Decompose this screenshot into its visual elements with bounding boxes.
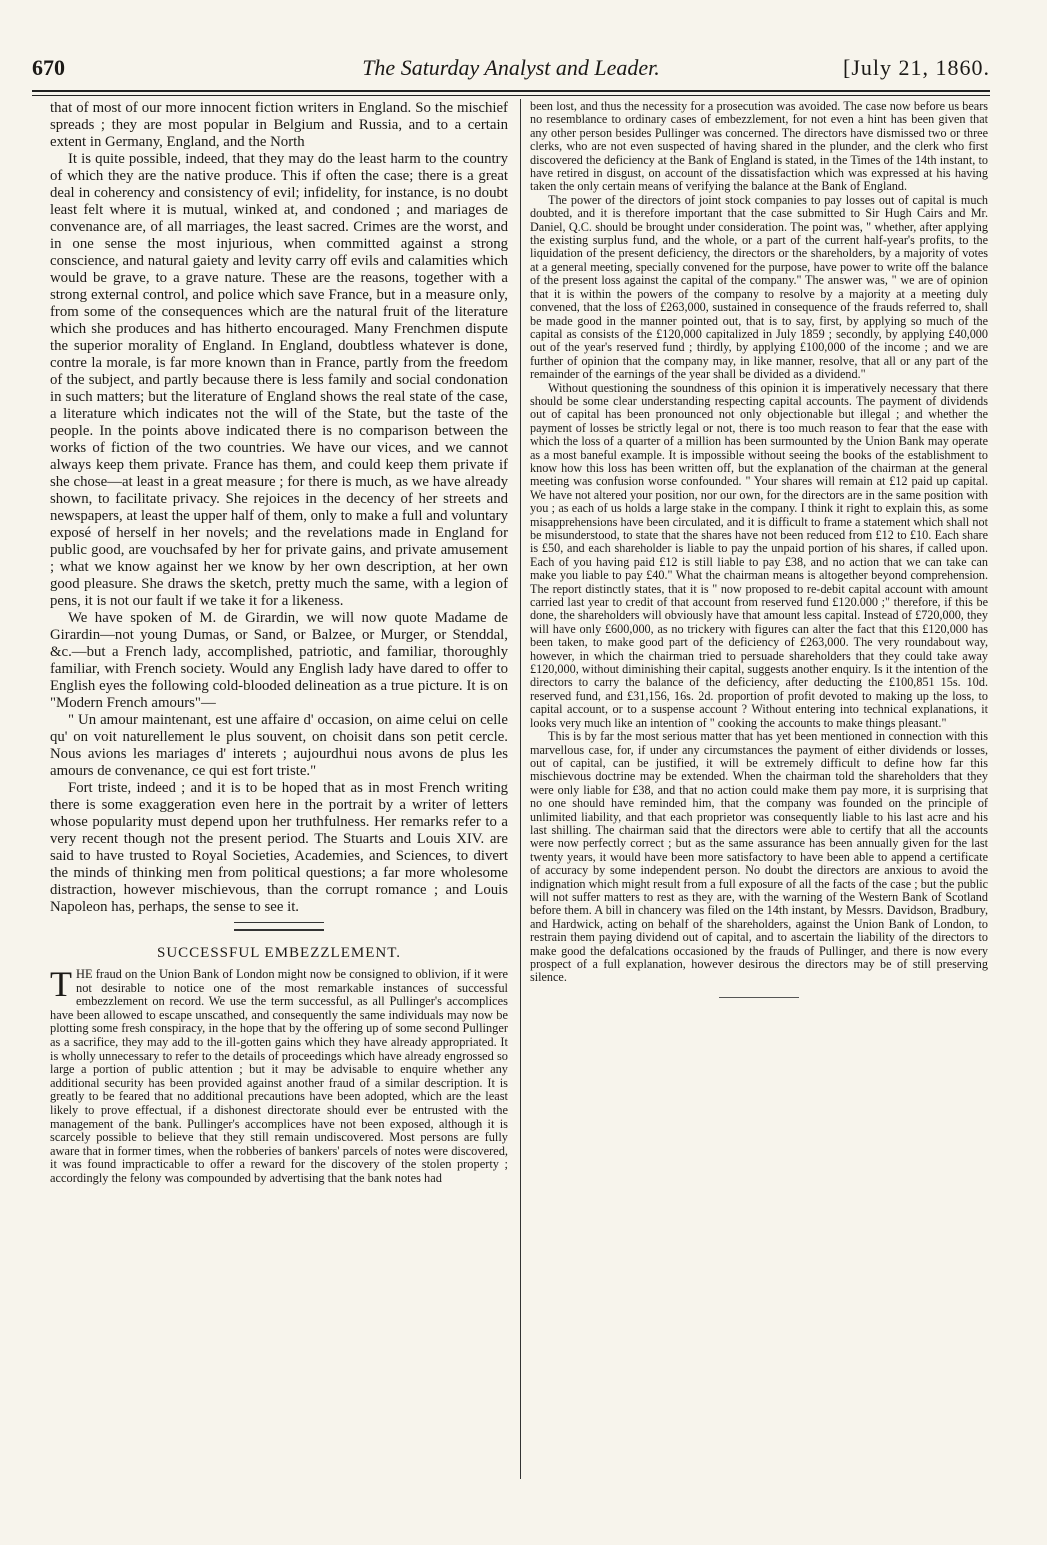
article-heading: SUCCESSFUL EMBEZZLEMENT.: [156, 945, 401, 961]
paragraph: We have spoken of M. de Girardin, we will now quote Madame de Girardin—not young Dumas, or Sand, or Balzee, or Murger, or Stenddal, &c.—but a French lady, accomplished, patriotic, and familiar, thoroughly familiar, with French society. Would any English lady have dared to offer to English eyes the following cold-blooded delineation as a true picture. It is on "Modern French amours"—: [50, 610, 508, 711]
article-opening-paragraph: [50, 964, 508, 1186]
paragraph: Without questioning the soundness of this opinion it is imperatively necessary that there should be some clear understanding respecting capital accounts. The payment of dividends out of capital has been pronounced not only objectionable but illegal ; and whether the payment of losses be strictly legal or not, there is too much reason to fear that the ease with which the loss of a quarter of a million has been surmounted by the Union Bank may operate as a most baneful example. It is impossible without seeing the books of the establishment to know how this loss has been written off, but the explanation of the chairman at the general meeting was confusion worse confounded. " Your shares will remain at £12 paid up capital. We have not altered your position, nor our own, for the directors are in the same position with you ; as each of us holds a large stake in the company. I think it right to explain this, as some misapprehensions have been circulated, and it is difficult to frame a statement which shall not be misunderstood, to state that the shares have not been reduced from £12 to £10. Each share is £50, and each shareholder is liable to pay the unpaid portion of his shares, if called upon. Each of you having paid £12 is still liable to pay £38, and no action that we can take can make you liable to pay £40." What the chairman means is altogether beyond comprehension. The report distinctly states, that it is " now proposed to re-debit capital account with amount carried last year to credit of that account from reserved fund £120.000 ;" therefore, if this be done, the shareholders will obviously have that amount less capital. Instead of £720,000, they will have only £600,000, as no trickery with figures can alter the fact that this £120,000 has been taken, to make good part of the deficiency of £263,000. The very roundabout way, however, in which the chairman tried to persuade shareholders that they could take away £120,000, without diminishing their capital, suggests another enquiry. Is it the intention of the directors to carry the balance of the deficiency, after deducting the £100,851 15s. 10d. reserved fund, and £31,156, 16s. 2d. proportion of profit devoted to making up the loss, to capital account, or to a suspense account ? Without entering into technical explanations, it looks very much like an intention of " cooking the accounts to make things pleasant.": [530, 380, 988, 730]
paragraph: been lost, and thus the necessity for a prosecution was avoided. The case now before us bears no resemblance to ordinary cases of embezzlement, for not even a hint has been given that any other person besides Pullinger was concerned. The directors have dismissed two or three clerks, who are not even suspected of having shared in the plunder, and the clerk who first discovered the deficiency at the Bank of England is stated, in the Times of the 14th instant, to have retired in disgust, on account of the dissatisfaction which was expressed at his having taken the only certain means of verifying the balance at the Bank of England.: [530, 100, 988, 194]
right-column: [530, 100, 988, 1470]
french-quote: " Un amour maintenant, est une affaire d' occasion, on aime celui on celle qu' on voit naturellement le plus souvent, on choisit dans son petit cercle. Nous avions les mariages d' interets ; aujourdhui nous avons de plus les amours de convenance, ce qui est fort triste.": [50, 712, 508, 779]
paragraph: This is by far the most serious matter that has yet been mentioned in connection with this marvellous case, for, if under any circumstances the payment of either dividends or losses, out of capital, can be justified, it will be extremely difficult to define how far this mischievous doctrine may be extended. When the chairman told the shareholders that they were only liable for £38, and that no action could make them pay more, it is surprising that no one should have reminded him, that the company was founded on the principle of unlimited liability, and that each proprietor was consequently liable to his last acre and his last shilling. The chairman said that the directors were able to certify that all the accounts were now perfectly correct ; but as the same assurance has been annually given for the last twenty years, it would have been more satisfactory to have been able to append a certificate of accuracy by some independent person. No doubt the directors are anxious to avoid the indignation which might result from a full exposure of all the facts of the case ; but the public will not suffer matters to rest as they are, with the warning of the Western Bank of Scotland before them. A bill in chancery was filed on the 14th instant, by Messrs. Davidson, Bradbury, and Hardwick, acting on behalf of the shareholders, against the Union Bank of London, to restrain them paying dividend out of capital, and to ascertain the liability of the directors to make good the defalcations occasioned by the frauds of Pullinger, and there is now every prospect of a full explanation, however desirous the directors may be of still preserving silence.: [530, 729, 988, 985]
page-number: 670: [32, 55, 65, 80]
drop-cap: T: [50, 964, 72, 1004]
issue-date: [July 21, 1860.: [843, 55, 990, 80]
paragraph: that of most of our more innocent fiction writers in England. So the mischief spreads ; they are most popular in Belgium and Russia, and to a certain extent in Germany, England, and the North: [50, 100, 508, 150]
paragraph: It is quite possible, indeed, that they may do the least harm to the country of which they are the native produce. This if often the case; there is a great deal in coherency and consistency of evil; infidelity, for instance, is no doubt least felt where it is mutual, winked at, and condoned ; and mariages de convenance are, of all marriages, the least sacred. Crimes are the worst, and in one sense the most injurious, when committed against a strong conscience, and natural gaiety and levity carry off evils and calamities which would be grave, to a grave nature. These are the reasons, together with a strong external control, and police which save France, but in a measure only, from some of the consequences which are the natural fruit of the literature which she produces and has hitherto encouraged. Many Frenchmen dispute the superior morality of England. In England, doubtless whatever is done, contre la morale, is far more known than in France, partly from the freedom of the subject, and partly because there is less family and social condonation in such matters; but the literature of England shows the real state of the case, a literature which indicates not the will of the State, but the taste of the people. In the points above indicated there is no comparison between the works of fiction of the two countries. We have our vices, and we cannot always keep them private. France has them, and could keep them private if she chose—at least in a great measure ; for there is much, as we have already shown, to facilitate privacy. She rejoices in the decency of her streets and newspapers, at least the upper half of them, only to make a full and voluntary exposé of herself in her novels; and the revelations made in England for public good, are vouchsafed by her for private gains, and private amusement ; what we know against her we know by her own description, at her own good pleasure. She draws the sketch, pretty much the same, with a legion of pens, it is not our fault if we take it for a likeness.: [50, 151, 508, 609]
end-rule: [719, 997, 799, 998]
publication-title: The Saturday Analyst and Leader.: [362, 55, 660, 80]
article-opening-text: HE fraud on the Union Bank of London might now be consigned to oblivion, if it were not desirable to notice one of the most remarkable instances of successful embezzlement on record. We use the term successful, as all Pullinger's accomplices have been allowed to escape unscathed, and consequently the same individuals may now be plotting some fresh conspiracy, in the hope that by the offering up of some second Pullinger as a sacrifice, they may add to the ill-gotten gains which they have already appropriated. It is wholly unnecessary to refer to the details of proceedings which have already engrossed so large a portion of public attention ; but it may be advisable to enquire whether any additional security has been provided against another fraud of a similar description. It is greatly to be feared that no additional precautions have been adopted, which are the least likely to prove effectual, if a dishonest directorate should ever be entrusted with the management of the bank. Pullinger's accomplices have not been exposed, although it is scarcely possible to believe that they still remain undiscovered. Most persons are fully aware that in former times, when the robberies of bankers' parcels of notes were discovered, it was found impracticable to offer a reward for the discovery of the stolen property ; accordingly the felony was compounded by advertising that the bank notes had: [50, 967, 508, 1185]
left-column: [50, 100, 508, 1490]
paragraph: Fort triste, indeed ; and it is to be hoped that as in most French writing there is some exaggeration even here in the portrait by a writer of letters whose popularity must depend upon her truthfulness. Her remarks refer to a very recent though not the present period. The Stuarts and Louis XIV. are said to have trusted to Royal Societies, Academies, and Sciences, to divert the minds of thinking men from political questions; a far more wholesome distraction, however mischievous, than the corrupt romance ; and Louis Napoleon has, perhaps, the sense to see it.: [50, 780, 508, 915]
header-rule-thick: [32, 90, 990, 92]
column-divider: [520, 99, 521, 1479]
section-separator: [234, 922, 324, 931]
paragraph: The power of the directors of joint stock companies to pay losses out of capital is much doubted, and it is therefore important that the case submitted to Sir Hugh Cairs and Mr. Daniel, Q.C. should be brought under consideration. The point was, " whether, after applying the existing surplus fund, and the whole, or a part of the current half-year's profits, to the liquidation of the present deficiency, the directors or the shareholders, by a majority of votes at a general meeting, specially convened for the purpose, have power to write off the balance of the present loss against the capital of the company." The answer was, " we are of opinion that it is within the powers of the company to resolve by a majority at a meeting duly convened, that the loss of £263,000, sustained in consequence of the frauds referred to, shall be made good in the manner pointed out, that is to say, first, by applying so much of the capital as consists of the £120,000 capitalized in July 1859 ; secondly, by applying £40,000 out of the year's reserved fund ; thirdly, by applying £100,000 of the income ; and we are further of opinion that the company may, in like manner, resolve, that all or any part of the remainder of the earnings of the year shall be divided as a dividend.": [530, 192, 988, 382]
page-header: [32, 55, 990, 89]
header-rule-thin: [32, 95, 990, 96]
